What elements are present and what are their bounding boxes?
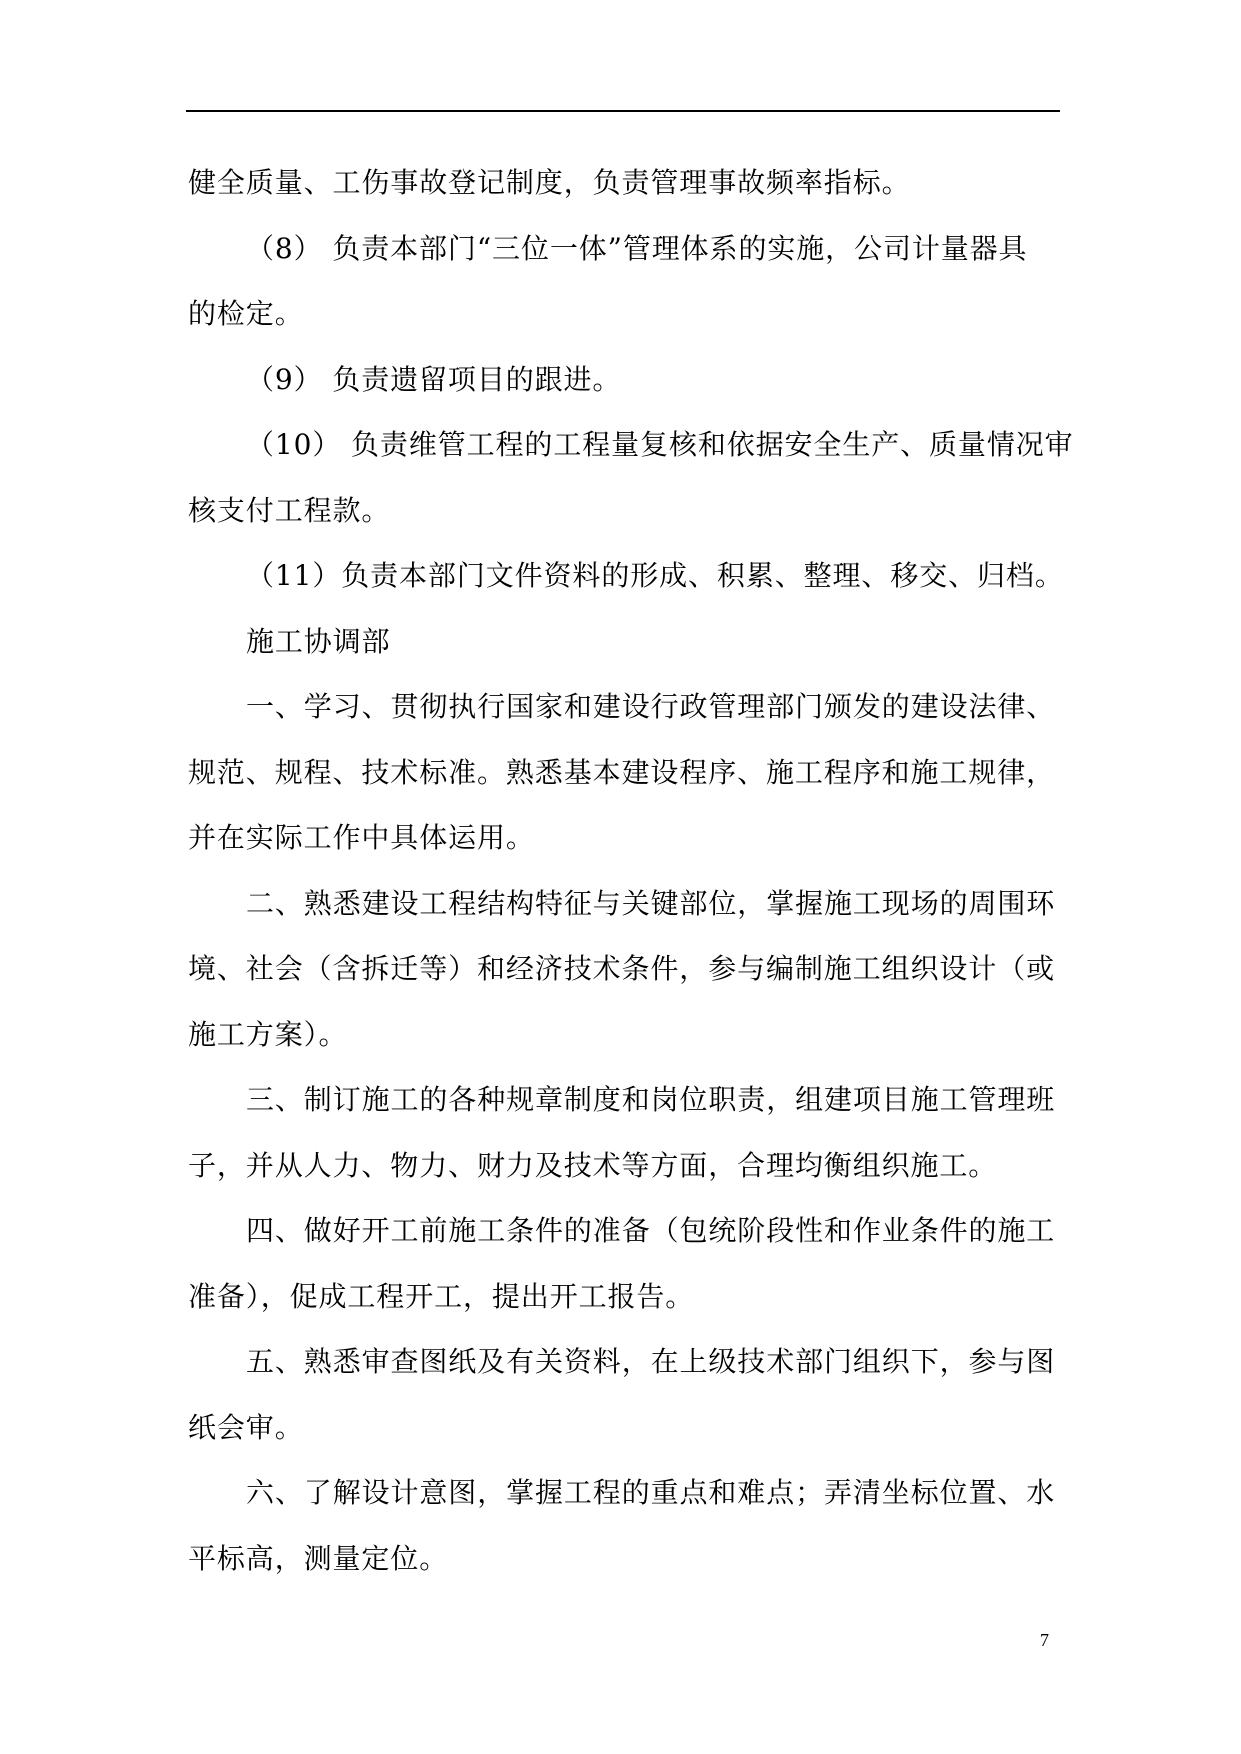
paragraph-line: 施工协调部 bbox=[246, 624, 391, 658]
paragraph-line: （8） 负责本部门“三位一体”管理体系的实施，公司计量器具 bbox=[246, 231, 1028, 265]
paragraph bbox=[188, 871, 1064, 1068]
paragraph-line: 规范、规程、技术标准。熟悉基本建设程序、施工程序和施工规律， bbox=[188, 755, 1056, 789]
paragraph bbox=[188, 216, 1064, 347]
page-number: 7 bbox=[1040, 1630, 1049, 1650]
paragraph-line: 四、做好开工前施工条件的准备（包统阶段性和作业条件的施工 bbox=[246, 1214, 1056, 1247]
paragraph-line: （10） 负责维管工程的工程量复核和依据安全生产、质量情况审 bbox=[246, 428, 1074, 461]
paragraph bbox=[188, 1067, 1064, 1198]
paragraph bbox=[188, 1198, 1064, 1329]
paragraph bbox=[188, 543, 1064, 609]
paragraph-line: 一、学习、贯彻执行国家和建设行政管理部门颁发的建设法律、 bbox=[246, 690, 1056, 723]
paragraph bbox=[188, 1329, 1064, 1460]
paragraph-line: 五、熟悉审查图纸及有关资料，在上级技术部门组织下，参与图 bbox=[246, 1345, 1056, 1378]
paragraph-line: 施工方案）。 bbox=[188, 1017, 348, 1051]
paragraph-line: 境、社会（含拆迁等）和经济技术条件，参与编制施工组织设计（或 bbox=[188, 952, 1056, 985]
paragraph-line: 三、制订施工的各种规章制度和岗位职责，组建项目施工管理班 bbox=[246, 1083, 1056, 1116]
paragraph bbox=[188, 674, 1064, 871]
paragraph-line: （11）负责本部门文件资料的形成、积累、整理、移交、归档。 bbox=[246, 559, 1064, 592]
paragraph-line: （9） 负责遗留项目的跟进。 bbox=[246, 362, 622, 396]
paragraph-line: 健全质量、工伤事故登记制度，负责管理事故频率指标。 bbox=[188, 166, 911, 199]
paragraph-line: 子，并从人力、物力、财力及技术等方面，合理均衡组织施工。 bbox=[188, 1148, 998, 1182]
document-body bbox=[188, 150, 1074, 1591]
paragraph-line: 二、熟悉建设工程结构特征与关键部位，掌握施工现场的周围环 bbox=[246, 886, 1056, 920]
paragraph-line: 核支付工程款。 bbox=[188, 493, 391, 527]
paragraph bbox=[188, 412, 1074, 543]
paragraph-line: 准备），促成工程开工，提出开工报告。 bbox=[188, 1279, 695, 1313]
paragraph-line: 平标高，测量定位。 bbox=[188, 1541, 449, 1575]
paragraph bbox=[188, 1460, 1064, 1591]
header-rule bbox=[186, 110, 1060, 112]
paragraph-line: 的检定。 bbox=[188, 297, 304, 330]
paragraph bbox=[188, 347, 1064, 413]
paragraph-line: 并在实际工作中具体运用。 bbox=[188, 821, 535, 854]
paragraph bbox=[188, 609, 1064, 675]
paragraph-line: 六、了解设计意图，掌握工程的重点和难点；弄清坐标位置、水 bbox=[246, 1476, 1056, 1509]
paragraph bbox=[188, 150, 1064, 216]
paragraph-line: 纸会审。 bbox=[188, 1410, 304, 1444]
